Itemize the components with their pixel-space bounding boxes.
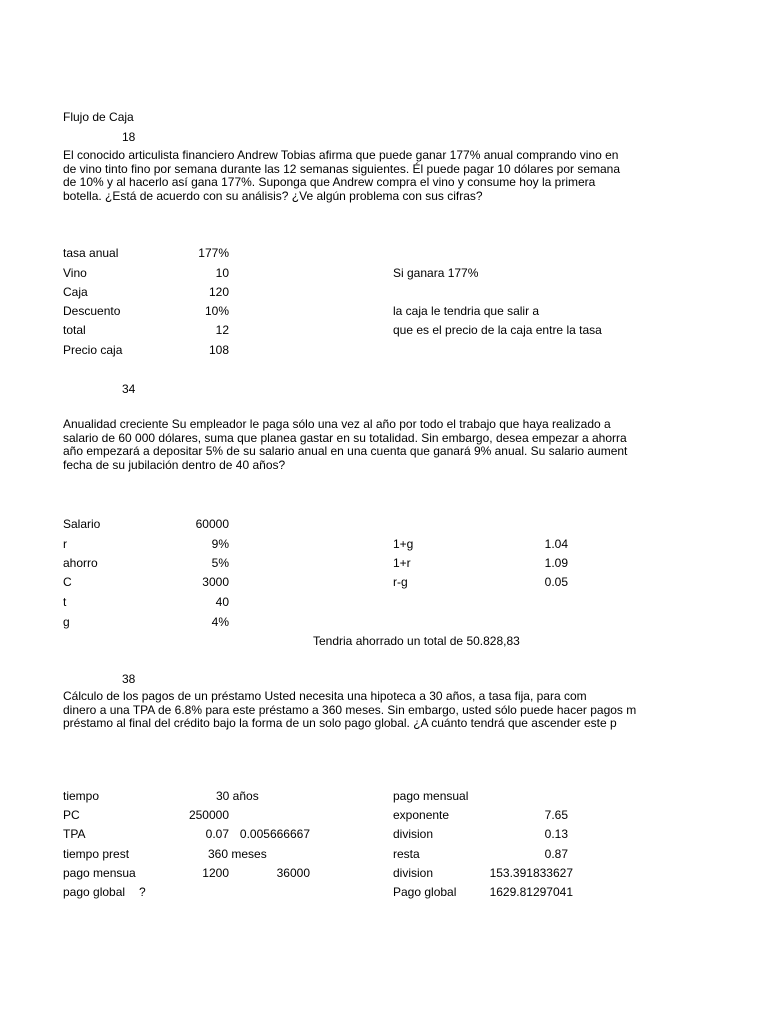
paragraph-line: de 10% y al hacerlo así gana 177%. Suponga que Andrew compra el vino y consume hoy la primera [63, 175, 596, 189]
problem-number-18: 18 [122, 130, 136, 144]
problem-number-38: 38 [122, 672, 136, 686]
cell-value: 30 años [216, 789, 259, 803]
cell-label: ahorro [63, 556, 98, 570]
paragraph-line: de vino tinto fino por semana durante las 12 semanas siguientes. Él puede pagar 10 dólares por semana [63, 161, 621, 176]
cell-label: Caja [63, 285, 88, 299]
cell-label: Precio caja [63, 343, 123, 357]
cell-label: t [63, 595, 67, 609]
cell-value: 5% [211, 556, 229, 570]
cell-value: 177% [198, 246, 229, 260]
paragraph-line: botella. ¿Está de acuerdo con su análisis? ¿Ve algún problema con sus cifras? [63, 188, 483, 203]
cell-label: pago mensua [63, 866, 136, 880]
cell-value: 4% [211, 615, 229, 629]
cell-value: 3000 [202, 575, 229, 589]
paragraph-line: fecha de su jubilación dentro de 40 años? [63, 457, 286, 472]
cell-value: 0.07 [205, 827, 229, 841]
side-label: Pago global [393, 885, 457, 899]
problem-number-34: 34 [122, 382, 136, 396]
side-value: 0.13 [544, 827, 568, 841]
cell-label: Salario [63, 517, 101, 531]
side-value: 1.04 [544, 537, 568, 551]
cell-label: C [63, 575, 72, 589]
side-label: r-g [393, 575, 408, 589]
side-label: 1+g [393, 537, 414, 551]
paragraph-line: El conocido articulista financiero Andrew Tobias afirma que puede ganar 177% anual comprando vino en [63, 149, 619, 162]
cell-label: tiempo prest [63, 847, 130, 861]
side-label: exponente [393, 808, 450, 822]
paragraph-line: Anualidad creciente Su empleador le paga sólo una vez al año por todo el trabajo que haya realizado a [63, 418, 611, 431]
cell-value: 250000 [188, 808, 229, 822]
cell-label: Vino [63, 266, 87, 280]
cell-value: 108 [208, 343, 229, 357]
cell-label: tiempo [63, 789, 100, 803]
cell-label: TPA [63, 827, 86, 841]
paragraph-line: dinero a una TPA de 6.8% para este préstamo a 360 meses. Sin embargo, usted sólo puede hacer pagos m [63, 702, 637, 717]
side-value: 0.05 [544, 575, 568, 589]
side-value: 1.09 [544, 556, 568, 570]
cell-label: PC [63, 808, 80, 822]
cell-value: 36000 [276, 866, 310, 880]
side-label: 1+r [393, 556, 411, 570]
paragraph-line: año empezará a depositar 5% de su salario anual en una cuenta que ganará 9% anual. Su salario aument [63, 444, 628, 458]
cell-value: 10% [204, 304, 229, 318]
problem-18-statement [63, 149, 648, 203]
side-label: division [393, 827, 434, 841]
cell-label: tasa anual [63, 246, 119, 260]
cell-value: 10 [215, 266, 229, 280]
paragraph-line: préstamo al final del crédito bajo la forma de un solo pago global. ¿A cuánto tendrá que ascender este p [63, 716, 617, 730]
problem-38-statement [63, 690, 648, 731]
cell-label: pago global [63, 885, 126, 899]
cell-value: 9% [211, 537, 229, 551]
page-title: Flujo de Caja [63, 110, 134, 124]
side-label: resta [393, 847, 420, 861]
problem-34-statement [63, 418, 648, 472]
cell-value: 120 [208, 285, 229, 299]
cell-value: 1200 [202, 866, 229, 880]
note-text: la caja le tendria que salir a [393, 304, 540, 318]
paragraph-line: salario de 60 000 dólares, suma que planea gastar en su totalidad. Sin embargo, desea empezar a ahorra [63, 430, 627, 445]
cell-label: total [63, 323, 86, 337]
cell-label: Descuento [63, 304, 121, 318]
side-value: 1629.81297041 [489, 885, 573, 899]
note-text: Si ganara 177% [393, 266, 479, 280]
side-label: division [393, 866, 434, 880]
cell-value: 360 meses [208, 847, 267, 861]
side-label: pago mensual [393, 789, 469, 803]
paragraph-line: Cálculo de los pagos de un préstamo Usted necesita una hipoteca a 30 años, a tasa fija, para com [63, 690, 587, 703]
cell-value: 40 [215, 595, 229, 609]
cell-value: ? [139, 885, 146, 899]
cell-value: 60000 [195, 517, 229, 531]
cell-value: 12 [215, 323, 229, 337]
side-value: 0.87 [544, 847, 568, 861]
side-value: 153.391833627 [489, 866, 573, 880]
cell-label: r [63, 537, 67, 551]
cell-value: 0.005666667 [239, 827, 310, 841]
result-text: Tendria ahorrado un total de 50.828,83 [313, 634, 520, 648]
cell-label: g [63, 615, 70, 629]
side-value: 7.65 [544, 808, 568, 822]
note-text: que es el precio de la caja entre la tasa [393, 323, 602, 337]
